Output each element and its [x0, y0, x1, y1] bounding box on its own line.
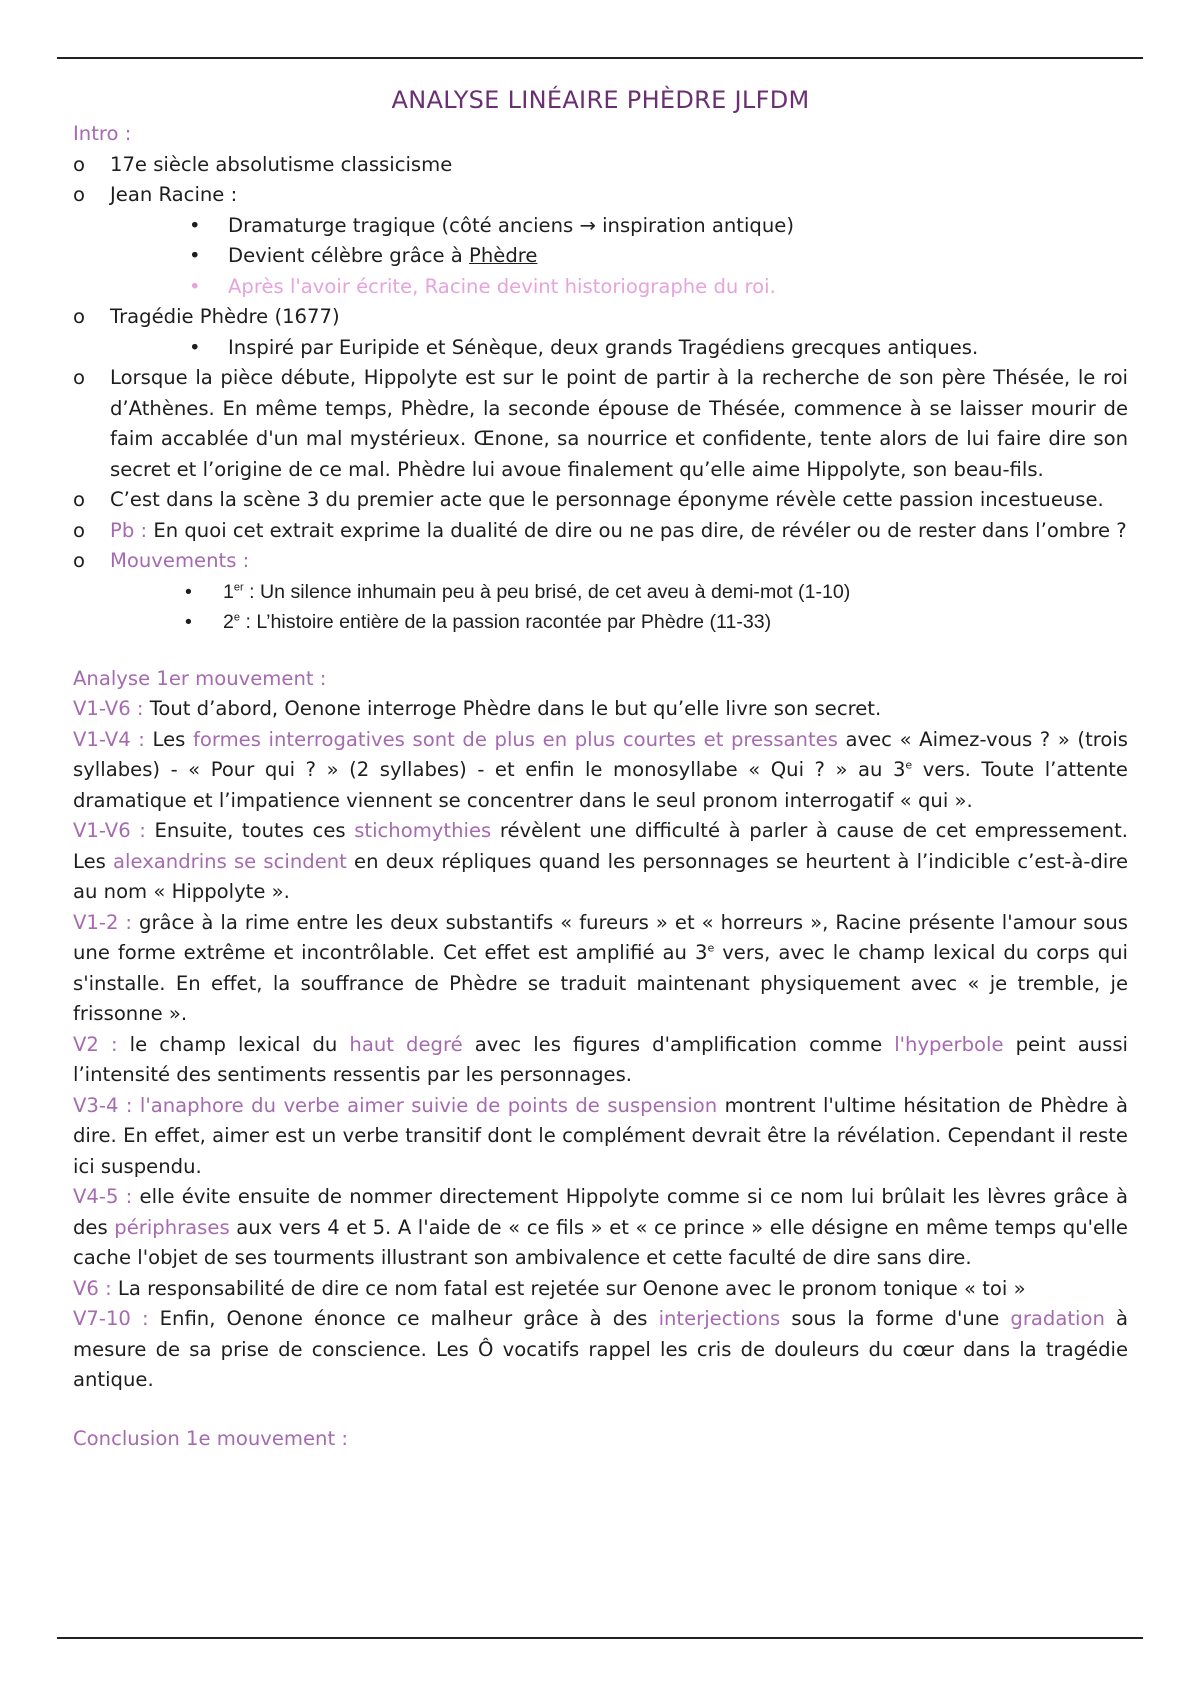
paragraph-text: avec « Aimez-vous ? » (trois syllabes) - « Pour qui ? » (2 syllabes) - et enfin le monosyllabe « Qui ? » au 3 [73, 727, 1129, 781]
spacer [73, 638, 1128, 664]
paragraph-text: Enfin, Oenone énonce ce malheur grâce à des [148, 1307, 659, 1330]
analyse-paragraph [73, 816, 1128, 908]
mvt1-sup: er [233, 580, 244, 593]
analyse-paragraph [73, 694, 1128, 725]
highlight-term: gradation [1010, 1307, 1105, 1330]
conclusion-heading: Conclusion 1e mouvement : [73, 1426, 348, 1450]
analyse-paragraph [73, 725, 1128, 817]
paragraph-text: à mesure de sa prise de conscience. Les Ô vocatifs rappel les cris de douleurs du cœur dans la tragédie antique. [73, 1307, 1128, 1391]
pb-text: En quoi cet extrait exprime la dualité de dire ou ne pas dire, de révéler ou de rester dans l’ombre ? [147, 518, 1127, 542]
document-body [73, 84, 1128, 1454]
racine-sub-dramaturge: • Dramaturge tragique (côté anciens → inspiration antique) [73, 211, 1128, 242]
verse-label: V1-V6 : [73, 819, 146, 842]
highlight-term: formes interrogatives sont de plus en plus courtes et pressantes [192, 727, 838, 751]
paragraph-text: Ensuite, toutes ces [145, 819, 355, 842]
paragraph-text: vers. Toute l’attente dramatique et l’impatience viennent se concentrer dans le seul pronom interrogatif « qui ». [73, 758, 1128, 812]
racine-sub-historiographe: • Après l'avoir écrite, Racine devint historiographe du roi. [73, 272, 1128, 303]
intro-bullet-problematique [73, 516, 1128, 547]
verse-label: V3-4 : [73, 1093, 133, 1117]
analyse-paragraph [73, 1182, 1128, 1274]
highlight-term: interjections [658, 1307, 781, 1330]
verse-label: V2 : [73, 1032, 118, 1056]
intro-bullet-scene: o C’est dans la scène 3 du premier acte que le personnage éponyme révèle cette passion incestueuse. [73, 485, 1128, 516]
top-rule [57, 57, 1143, 59]
analyse-paragraph [73, 1091, 1128, 1183]
paragraph-text: peint aussi l’intensité des sentiments ressentis par les personnages. [73, 1032, 1129, 1086]
paragraph-text: aux vers 4 et 5. A l'aide de « ce fils » et « ce prince » elle désigne en même temps qu'elle cache l'objet de ses tourments illustrant son ambivalence et cette faculté de dire sans dire. [73, 1215, 1128, 1269]
tragedie-sub-inspire: • Inspiré par Euripide et Sénèque, deux grands Tragédiens grecques antiques. [73, 333, 1128, 364]
paragraph-text: vers, avec le champ lexical du corps qui s'installe. En effet, la souffrance de Phèdre se traduit maintenant physiquement avec « je tremble, je frissonne ». [73, 941, 1128, 1025]
mvt2-number: 2 [223, 611, 234, 633]
mouvement-1 [73, 577, 1128, 608]
analyse-paragraph [73, 908, 1128, 1030]
mvt2-text: : L’histoire entière de la passion racontée par Phèdre (11-33) [240, 611, 772, 633]
spacer [73, 1396, 1128, 1424]
paragraph-text: révèlent une difficulté à parler à cause de cet empressement. Les [73, 819, 1128, 873]
pb-label: Pb : [110, 518, 148, 542]
superscript: e [905, 758, 913, 772]
verse-label: V7-10 : [73, 1307, 149, 1330]
verse-label: V1-V4 : [73, 727, 145, 751]
paragraph-text: La responsabilité de dire ce nom fatal est rejetée sur Oenone avec le pronom tonique « toi » [111, 1276, 1026, 1300]
paragraph-text: Les [144, 727, 193, 751]
page-title: ANALYSE LINÉAIRE PHÈDRE JLFDM [391, 86, 810, 114]
superscript: e [707, 941, 715, 955]
mvt1-text: : Un silence inhumain peu à peu brisé, de cet aveu à demi-mot (1-10) [243, 580, 851, 603]
highlight-term: haut degré [349, 1032, 463, 1056]
verse-label: V1-V6 : [73, 697, 144, 720]
intro-bullet-tragedie: o Tragédie Phèdre (1677) [73, 302, 1128, 333]
paragraph-text: montrent l'ultime hésitation de Phèdre à dire. En effet, aimer est un verbe transitif dont le complément devrait être la révélation. Cependant il reste ici suspendu. [73, 1093, 1128, 1178]
paragraph-text: sous la forme d'une [780, 1307, 1011, 1330]
highlight-term: l'anaphore du verbe aimer suivie de points de suspension [132, 1093, 718, 1117]
paragraph-text: elle évite ensuite de nommer directement Hippolyte comme si ce nom lui brûlait les lèvres grâce à des [73, 1185, 1128, 1239]
highlight-term: alexandrins se scindent [113, 849, 347, 873]
verse-label: V1-2 : [73, 910, 133, 934]
paragraph-text: grâce à la rime entre les deux substantifs « fureurs » et « horreurs », Racine présente l'amour sous une forme extrême et incontrôlable. Cet effet est amplifié au 3 [73, 910, 1128, 964]
paragraph-text: Tout d’abord, Oenone interroge Phèdre dans le but qu’elle livre son secret. [143, 697, 882, 720]
analyse-paragraph [73, 1274, 1128, 1305]
intro-heading: Intro : [73, 122, 132, 145]
celebre-prefix: Devient célèbre grâce à [228, 244, 470, 267]
verse-label: V4-5 : [73, 1185, 133, 1208]
racine-sub-celebre [73, 241, 1128, 272]
analyse-paragraph [73, 1030, 1128, 1091]
analyse-heading: Analyse 1er mouvement : [73, 666, 327, 690]
mouvements-label: Mouvements : [110, 549, 250, 572]
bottom-rule [57, 1637, 1143, 1639]
paragraph-text: avec les figures d'amplification comme [462, 1032, 895, 1056]
paragraph-text: en deux répliques quand les personnages se heurtent à l’indicible c’est-à-dire au nom « Hippolyte ». [73, 849, 1128, 903]
verse-label: V6 : [73, 1276, 112, 1300]
intro-bullet-mouvements [73, 546, 1128, 577]
intro-bullet-racine: o Jean Racine : [73, 180, 1128, 211]
mvt1-number: 1 [223, 580, 234, 603]
highlight-term: périphrases [114, 1215, 230, 1239]
phedre-underlined: Phèdre [469, 244, 538, 267]
intro-bullet-resume: o Lorsque la pièce débute, Hippolyte est sur le point de partir à la recherche de son père Thésée, le roi d’Athènes. En même temps, Phèdre, la seconde épouse de Thésée, commence à se laisser mourir de faim accablée d'un mal mystérieux. Œnone, sa nourrice et confidente, tente alors de lui faire dire son secret et l’origine de ce mal. Phèdre lui avoue finalement qu’elle aime Hippolyte, son beau-fils. [73, 363, 1128, 485]
mvt2-sup: e [233, 611, 241, 624]
paragraph-text: le champ lexical du [117, 1032, 350, 1056]
highlight-term: stichomythies [354, 819, 492, 842]
intro-bullet-century: o 17e siècle absolutisme classicisme [73, 150, 1128, 181]
mouvement-2 [73, 607, 1128, 638]
analyse-paragraph [73, 1304, 1128, 1396]
highlight-term: l'hyperbole [894, 1032, 1004, 1056]
